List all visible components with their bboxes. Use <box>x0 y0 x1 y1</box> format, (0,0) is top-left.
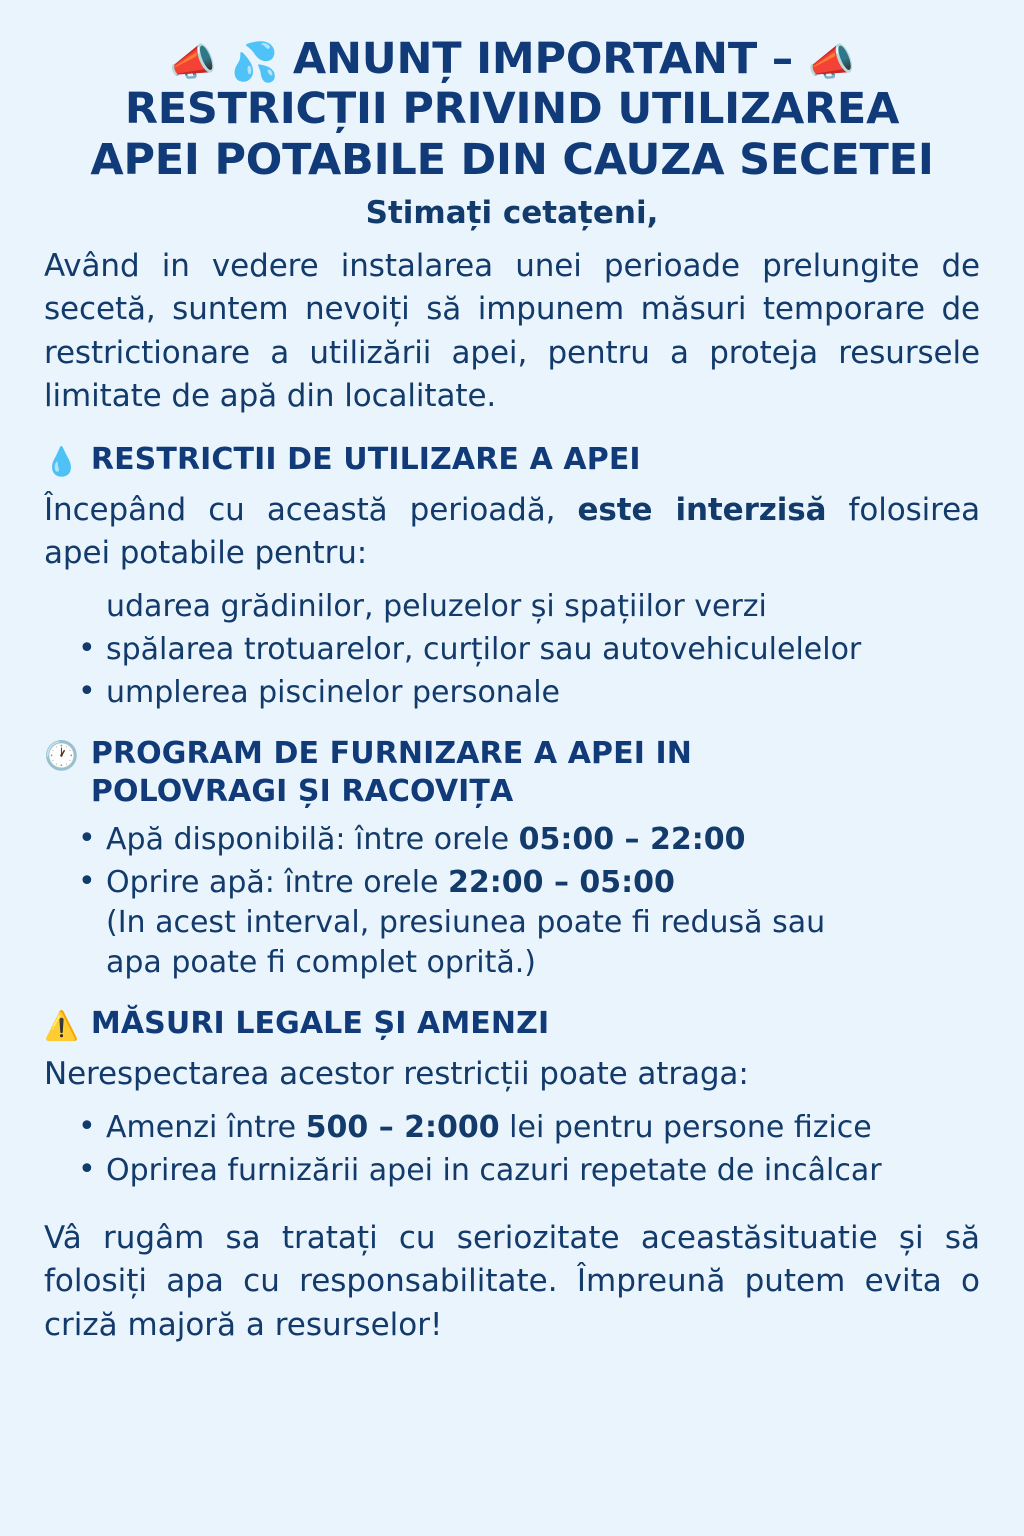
list-item <box>66 673 980 713</box>
schedule-note-line-1: (In acest interval, presiunea poate fi redusă sau <box>106 904 826 940</box>
list-item-label: umplerea piscinelor personale <box>106 675 560 711</box>
salutation: Stimați cetațeni, <box>365 195 659 232</box>
fine-prefix: Amenzi între <box>106 1110 306 1146</box>
section-heading-line-2: POLOVRAGI ȘI RACOVIȚA <box>90 773 514 809</box>
fine-suffix: lei pentru persone fizice <box>499 1110 872 1146</box>
water-drop-icon: 💧 <box>44 444 79 478</box>
intro-paragraph: Având in vedere instalarea unei perioade prelungite de secetă, suntem nevoiți să impunem măsuri temporare de restrictionare a utilizării apei, pentru a proteja resursele limitate de apă din localitate. <box>44 248 980 415</box>
schedule-available-hours: 05:00 – 22:00 <box>518 822 746 858</box>
clock-icon: 🕐 <box>44 739 79 773</box>
schedule-available-prefix: Apă disponibilă: între orele <box>106 822 519 858</box>
list-item <box>66 630 980 670</box>
list-item <box>66 863 980 983</box>
section-heading-legal-measures <box>44 1005 980 1043</box>
list-item <box>66 587 980 627</box>
fines-list <box>44 1108 980 1191</box>
schedule-stop-prefix: Oprire apă: între orele <box>106 864 449 900</box>
restrictions-lead-prefix: Începând cu această perioadă, <box>44 491 578 528</box>
megaphone-icon-right: 📣 <box>807 40 855 84</box>
restrictions-lead-suffix: folosirea apei potabile pentru: <box>44 491 980 571</box>
section-heading-label <box>91 735 692 810</box>
list-item-label: udarea grădinilor, peluzelor și spațiilor verzi <box>106 589 767 625</box>
schedule-stop-hours: 22:00 – 05:00 <box>448 864 675 900</box>
restrictions-list <box>44 587 980 713</box>
section-heading-supply-schedule <box>44 735 980 810</box>
fine-repeat-label: Oprirea furnizării apei in cazuri repetate de incâlcar <box>106 1152 882 1188</box>
warning-icon: ⚠️ <box>44 1008 79 1042</box>
restrictions-lead-bold: este interzisă <box>577 491 827 528</box>
page-title-line-1: ANUNȚ IMPORTANT – <box>292 34 794 84</box>
section-heading-water-restrictions <box>44 441 980 479</box>
page-title <box>44 34 980 185</box>
closing-paragraph: Vâ rugâm sa tratați cu seriozitate aceastăsituatie și să folosiți apa cu responsabilitate. Împreună putem evita o criză majoră a resurselor! <box>44 1219 980 1343</box>
section-heading-label: RESTRICTII DE UTILIZARE A APEI <box>90 441 641 477</box>
section-heading-label: MĂSURI LEGALE ȘI AMENZI <box>90 1005 550 1041</box>
schedule-note-line-2: apa poate fi complet oprită.) <box>106 944 536 980</box>
page-title-line-2: RESTRICȚII PRIVIND UTILIZAREA <box>124 84 900 135</box>
megaphone-icon: 📣 <box>169 40 217 84</box>
page-title-line-3: APEI POTABILE DIN CAUZA SECETEI <box>90 134 934 185</box>
list-item <box>66 820 980 860</box>
section-heading-line-1: PROGRAM DE FURNIZARE A APEI IN <box>90 736 693 772</box>
list-item <box>66 1151 980 1191</box>
schedule-list <box>44 820 980 983</box>
water-splash-icon: 💦 <box>230 40 279 84</box>
list-item <box>66 1108 980 1148</box>
legal-lead: Nerespectarea acestor restricții poate atraga: <box>44 1055 749 1092</box>
fine-amount: 500 – 2:000 <box>305 1110 500 1146</box>
restrictions-lead <box>44 489 980 576</box>
list-item-label: spălarea trotuarelor, curților sau autovehiculelelor <box>106 632 862 668</box>
